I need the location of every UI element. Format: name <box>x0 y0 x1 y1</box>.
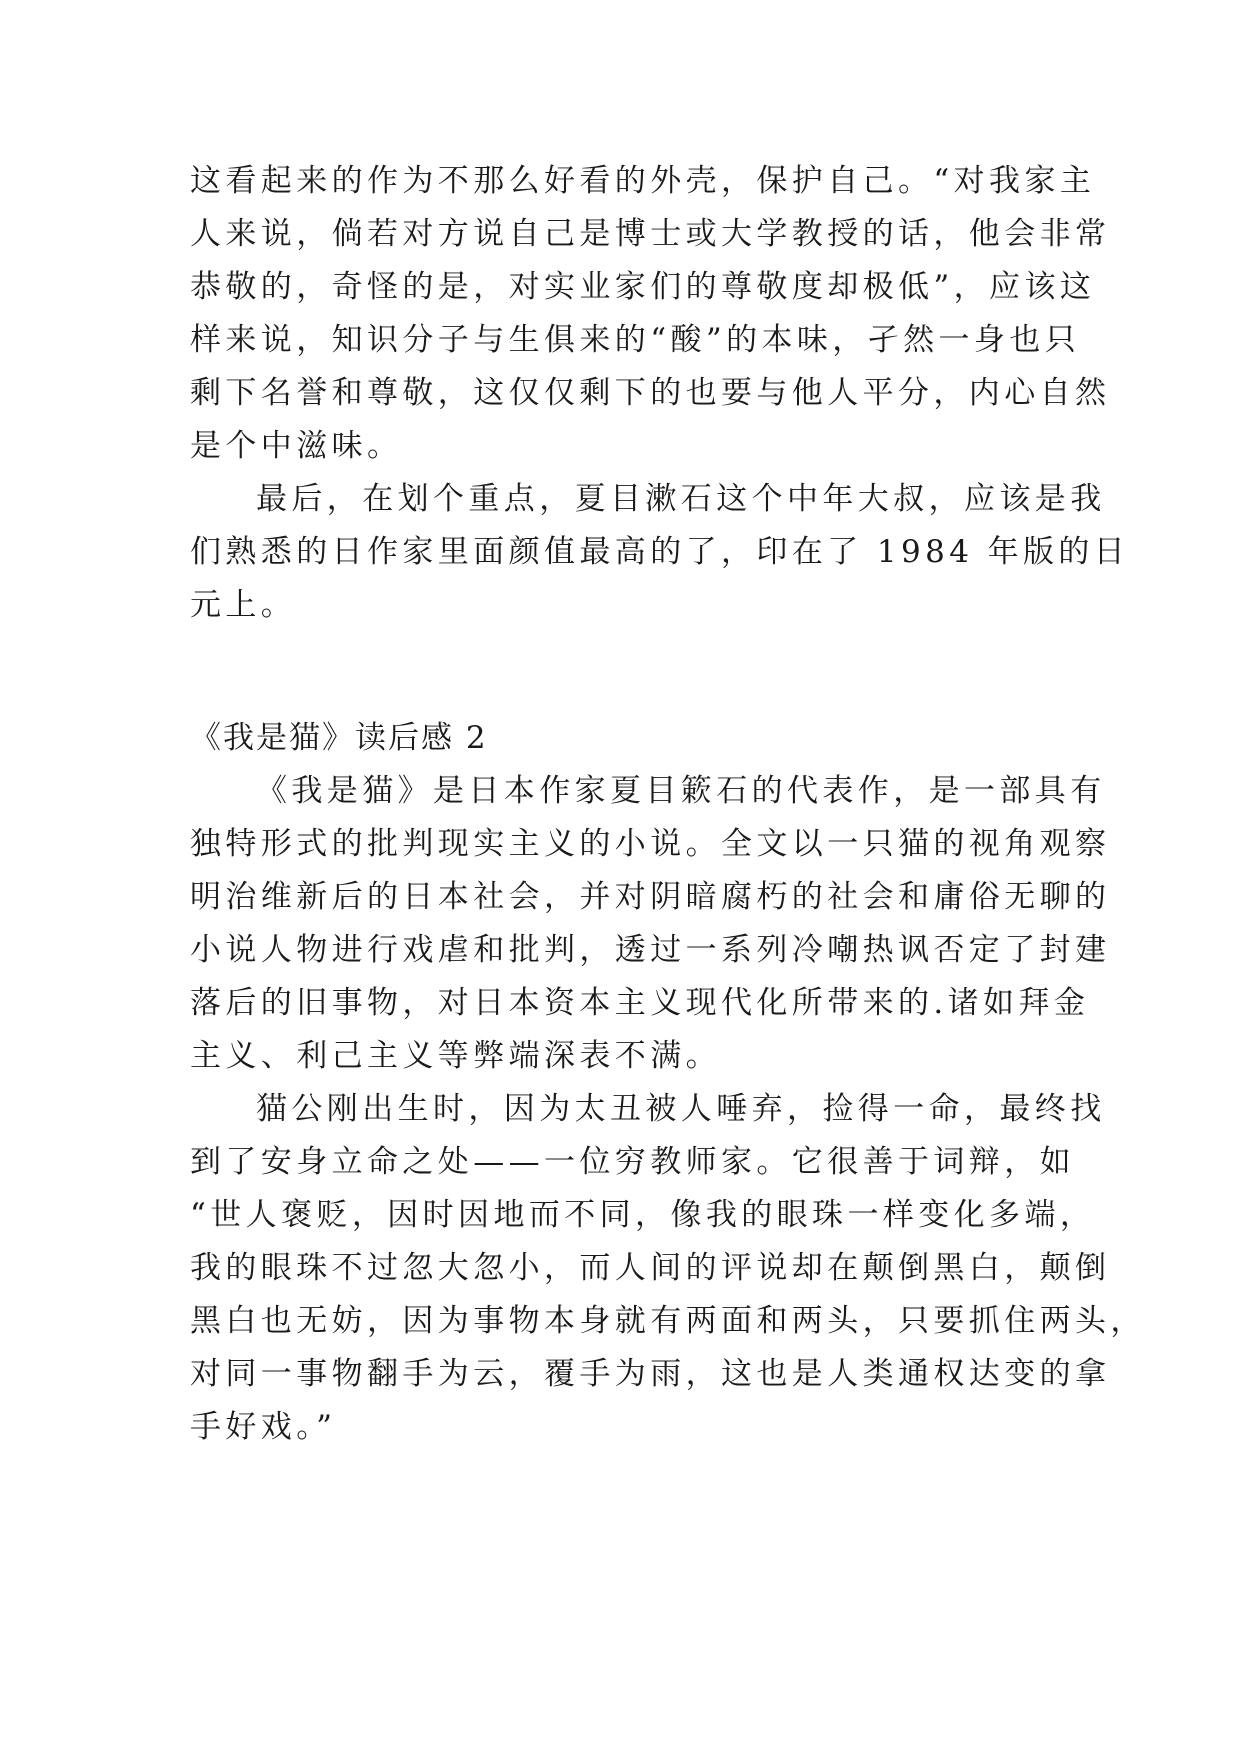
text-line: 小说人物进行戏虐和批判，透过一系列冷嘲热讽否定了封建 <box>190 932 1111 968</box>
text-line: “世人褒贬，因时因地而不同，像我的眼珠一样变化多端， <box>190 1197 1096 1233</box>
text-line: 明治维新后的日本社会，并对阴暗腐朽的社会和庸俗无聊的 <box>190 879 1111 915</box>
text-line: 剩下名誉和尊敬，这仅仅剩下的也要与他人平分，内心自然 <box>190 375 1111 411</box>
text-line: 猫公刚出生时，因为太丑被人唾弃，捡得一命，最终找 <box>256 1091 1106 1127</box>
text-line: 独特形式的批判现实主义的小说。全文以一只猫的视角观察 <box>190 826 1111 862</box>
text-line: 恭敬的，奇怪的是，对实业家们的尊敬度却极低”，应该这 <box>190 269 1096 305</box>
text-line: 是个中滋味。 <box>190 428 403 464</box>
section-title: 《我是猫》读后感 2 <box>190 720 488 756</box>
text-line: 最后，在划个重点，夏目漱石这个中年大叔，应该是我 <box>256 481 1106 517</box>
document-body <box>190 155 1146 1454</box>
paragraph-closing <box>190 473 1130 632</box>
text-line: 们熟悉的日作家里面颜值最高的了，印在了 1984 年版的日 <box>190 534 1130 570</box>
text-line: 黑白也无妨，因为事物本身就有两面和两头，只要抓住两头， <box>190 1303 1146 1339</box>
text-line: 人来说，倘若对方说自己是博士或大学教授的话，他会非常 <box>190 216 1111 252</box>
paragraph-cat <box>190 1083 1146 1454</box>
paragraph-continued <box>190 155 1111 473</box>
text-line: 主义、利己主义等弊端深表不满。 <box>190 1038 721 1074</box>
text-line: 落后的旧事物，对日本资本主义现代化所带来的.诸如拜金 <box>190 985 1090 1021</box>
section-spacer <box>190 632 1060 712</box>
paragraph-intro <box>190 765 1111 1083</box>
text-line: 我的眼珠不过忽大忽小，而人间的评说却在颠倒黑白，颠倒 <box>190 1250 1111 1286</box>
text-line: 元上。 <box>190 587 297 623</box>
text-line: 到了安身立命之处——一位穷教师家。它很善于词辩，如 <box>190 1144 1075 1180</box>
text-line: 样来说，知识分子与生俱来的“酸”的本味，孑然一身也只 <box>190 322 1081 358</box>
text-line: 这看起来的作为不那么好看的外壳，保护自己。“对我家主 <box>190 163 1096 199</box>
text-line: 手好戏。” <box>190 1409 337 1445</box>
text-line: 《我是猫》是日本作家夏目簌石的代表作，是一部具有 <box>256 773 1106 809</box>
text-line: 对同一事物翻手为云，覆手为雨，这也是人类通权达变的拿 <box>190 1356 1111 1392</box>
